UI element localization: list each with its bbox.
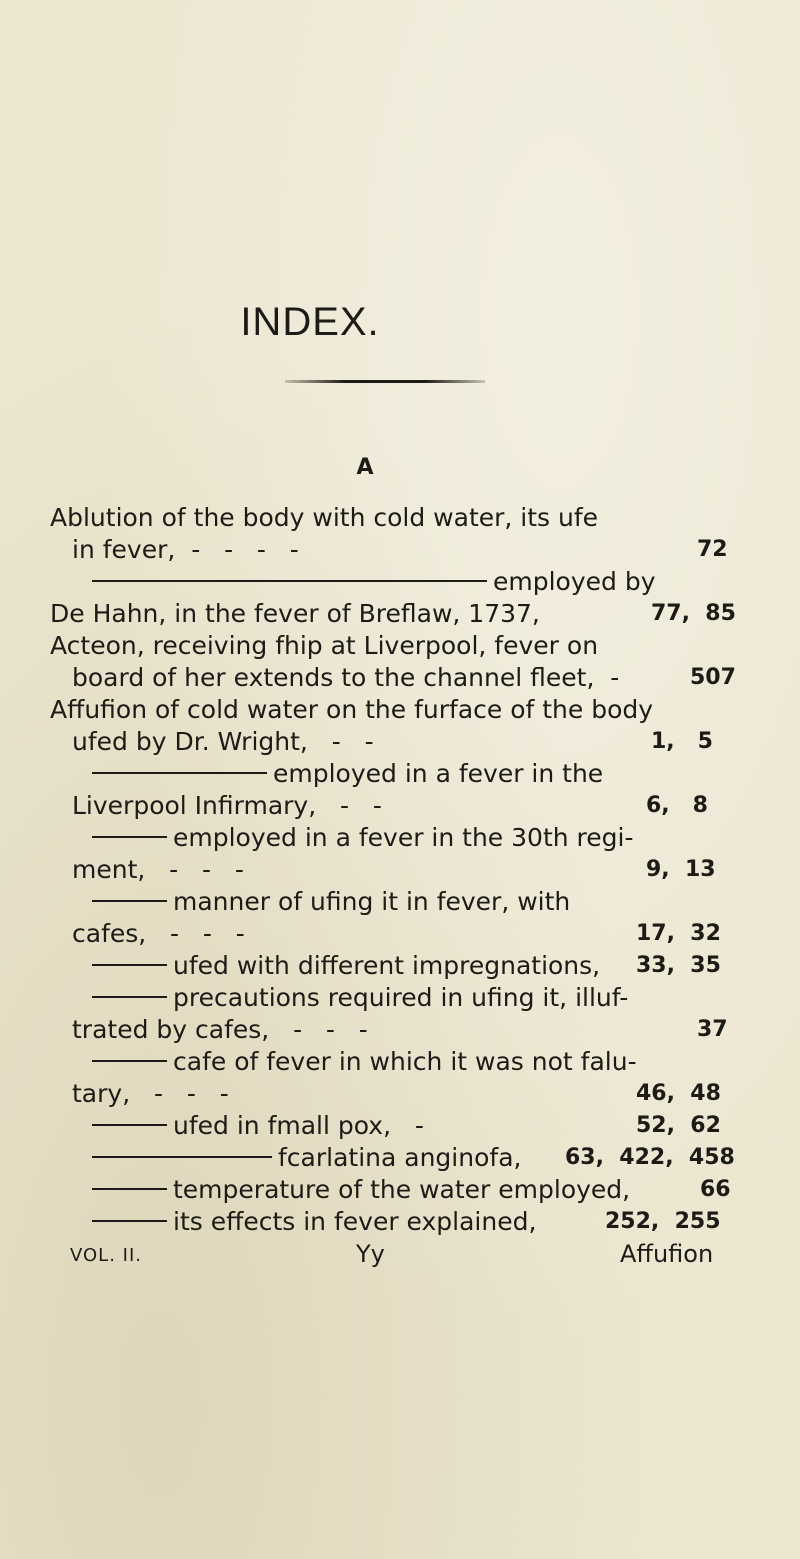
- index-line: ufed by Dr. Wright, - -: [72, 727, 374, 756]
- index-line: its effects in fever explained,: [92, 1206, 536, 1238]
- index-line: board of her extends to the channel fleet, -: [72, 663, 620, 692]
- index-line: employed in a fever in the: [92, 758, 603, 790]
- index-line: ufed in fmall pox, -: [92, 1110, 424, 1142]
- page-ref: 6, 8: [646, 793, 708, 818]
- page-ref: 9, 13: [646, 857, 716, 882]
- index-line: Liverpool Infirmary, - -: [72, 791, 382, 820]
- page-ref: 252, 255: [605, 1209, 721, 1234]
- page-ref: 37: [697, 1017, 728, 1042]
- catchword: Affufion: [620, 1240, 714, 1268]
- index-line: cafes, - - -: [72, 919, 245, 948]
- index-line: manner of ufing it in fever, with: [92, 886, 570, 918]
- index-line: Affufion of cold water on the furface of the body: [50, 695, 654, 724]
- page-ref: 63, 422, 458: [565, 1145, 735, 1170]
- index-line: fcarlatina anginofa,: [92, 1142, 521, 1174]
- index-line: in fever, - - - -: [72, 535, 299, 564]
- index-line: trated by cafes, - - -: [72, 1015, 368, 1044]
- heading-rule: [285, 380, 485, 383]
- page-ref: 33, 35: [636, 953, 721, 978]
- ditto-dash: [92, 1156, 272, 1158]
- index-line: ment, - - -: [72, 855, 244, 884]
- index-line: cafe of fever in which it was not falu-: [92, 1046, 637, 1078]
- page-ref: 507: [690, 665, 736, 690]
- ditto-dash: [92, 900, 167, 902]
- page-ref: 77, 85: [651, 601, 736, 626]
- ditto-dash: [92, 1188, 167, 1190]
- index-line: employed by: [92, 566, 656, 598]
- ditto-dash: [92, 836, 167, 838]
- index-line: employed in a fever in the 30th regi-: [92, 822, 634, 854]
- index-line: Acteon, receiving fhip at Liverpool, fever on: [50, 631, 599, 660]
- page-ref: 52, 62: [636, 1113, 721, 1138]
- index-line: Ablution of the body with cold water, its ufe: [50, 503, 599, 532]
- ditto-dash: [92, 1220, 167, 1222]
- page-ref: 17, 32: [636, 921, 721, 946]
- index-heading: INDEX.: [240, 300, 380, 344]
- page-ref: 72: [697, 537, 728, 562]
- ditto-dash: [92, 964, 167, 966]
- ditto-dash: [92, 772, 267, 774]
- page-ref: 46, 48: [636, 1081, 721, 1106]
- volume-label: VOL. II.: [70, 1245, 142, 1266]
- page-ref: 66: [700, 1177, 731, 1202]
- page-ref: 1, 5: [651, 729, 713, 754]
- ditto-dash: [92, 580, 487, 582]
- ditto-dash: [92, 1124, 167, 1126]
- index-line: ufed with different impregnations,: [92, 950, 600, 982]
- index-line: temperature of the water employed,: [92, 1174, 630, 1206]
- index-line: De Hahn, in the fever of Breflaw, 1737,: [50, 599, 540, 628]
- section-letter: A: [356, 455, 374, 480]
- ditto-dash: [92, 996, 167, 998]
- index-line: tary, - - -: [72, 1079, 229, 1108]
- ditto-dash: [92, 1060, 167, 1062]
- signature-mark: Yy: [356, 1240, 385, 1268]
- index-line: precautions required in ufing it, illuf-: [92, 982, 628, 1014]
